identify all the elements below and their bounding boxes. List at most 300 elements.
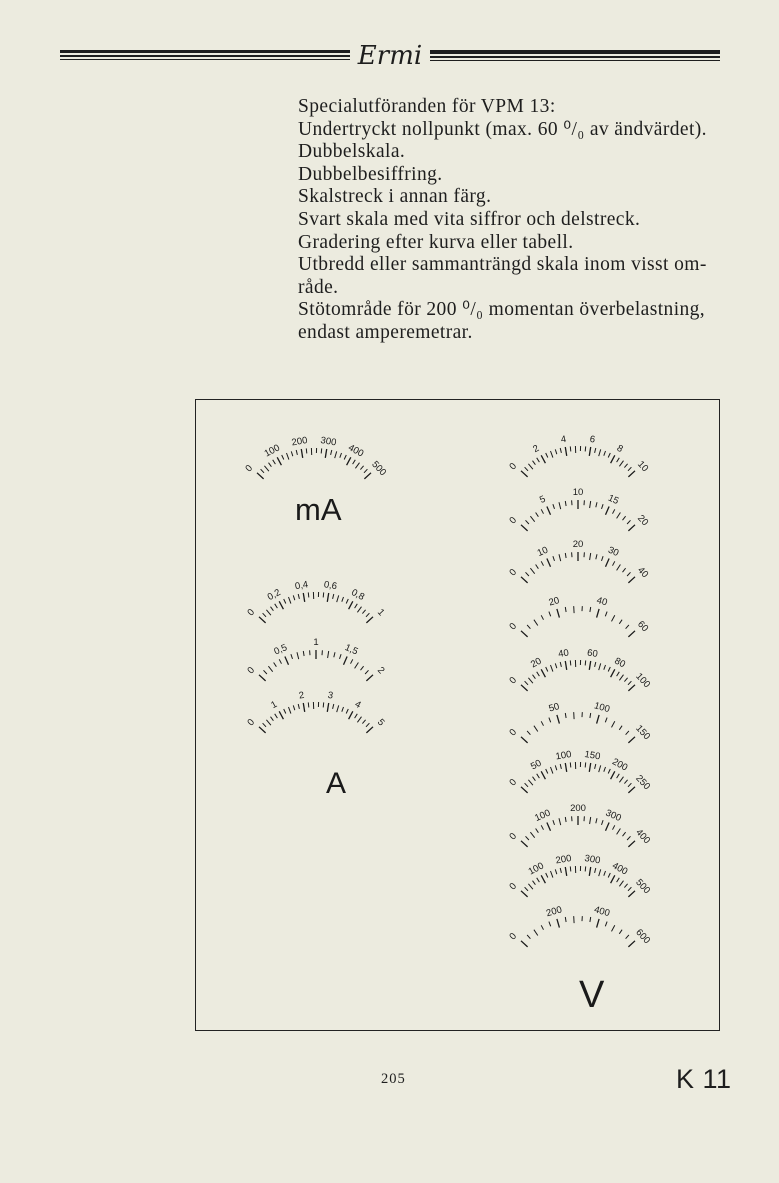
scale-v-4 [507, 647, 652, 690]
scale-tick-label: 200 [570, 803, 586, 814]
minor-tick [590, 917, 591, 922]
minor-tick [537, 774, 540, 778]
minor-tick [537, 458, 540, 462]
scale-tick-label: 8 [614, 442, 625, 456]
minor-tick [560, 662, 561, 667]
scale-v-3 [507, 595, 650, 637]
spec-line: Skalstreck i annan färg. [298, 186, 492, 208]
minor-tick [366, 613, 369, 617]
minor-tick [624, 780, 627, 784]
minor-tick [619, 620, 622, 624]
minor-tick [613, 561, 615, 565]
minor-tick [306, 448, 307, 453]
major-tick [589, 447, 590, 456]
scale-tick-label: 500 [633, 877, 653, 897]
spec-line: Dubbelbesiffring. [298, 163, 443, 185]
major-tick [327, 703, 328, 712]
major-tick [344, 657, 348, 665]
minor-tick [271, 717, 274, 721]
minor-tick [590, 817, 591, 824]
spec-line: råde. [298, 276, 339, 298]
minor-tick [323, 702, 324, 707]
minor-tick [269, 463, 272, 467]
scale-tick-label: 60 [586, 647, 599, 661]
minor-tick [595, 448, 596, 453]
scale-tick-label: 0 [245, 664, 258, 677]
minor-tick [553, 504, 555, 509]
scale-v-8 [507, 853, 652, 897]
minor-tick [623, 832, 626, 836]
major-tick [628, 737, 635, 743]
major-tick [327, 593, 328, 602]
major-tick [557, 715, 560, 724]
major-tick [547, 823, 551, 831]
minor-tick [560, 764, 561, 769]
minor-tick [525, 467, 528, 471]
scale-tick-label: 0 [507, 930, 520, 943]
major-tick [349, 601, 353, 609]
minor-tick [268, 666, 272, 672]
minor-tick [525, 887, 528, 891]
spec-list [298, 96, 738, 345]
minor-tick [553, 820, 555, 825]
minor-tick [551, 665, 553, 672]
scale-tick-label: 1,5 [343, 642, 360, 658]
scale-tick-label: 40 [557, 647, 570, 661]
minor-tick [553, 556, 555, 561]
minor-tick [536, 829, 539, 833]
major-tick [611, 669, 615, 677]
minor-tick [570, 762, 571, 767]
scale-ma-0 [243, 435, 388, 479]
minor-tick [357, 717, 361, 723]
minor-tick [551, 451, 553, 458]
major-tick [301, 449, 302, 458]
minor-tick [263, 613, 266, 617]
minor-tick [355, 663, 359, 669]
minor-tick [293, 705, 295, 710]
major-tick [611, 455, 615, 463]
minor-tick [297, 652, 299, 659]
scale-tick-label: 1 [374, 606, 387, 619]
minor-tick [617, 513, 621, 519]
scale-tick-label: 100 [554, 749, 573, 763]
major-tick [597, 715, 600, 724]
minor-tick [585, 660, 586, 665]
scale-tick-label: 200 [610, 756, 630, 774]
minor-tick [289, 597, 291, 604]
scale-v-1 [507, 487, 650, 531]
scale-tick-label: 0 [507, 830, 520, 843]
minor-tick [590, 501, 591, 508]
major-tick [303, 703, 304, 712]
scale-tick-label: 10 [572, 487, 584, 498]
unit-ma: mA [295, 492, 342, 527]
scale-tick-label: 400 [592, 904, 611, 920]
minor-tick [537, 878, 540, 882]
minor-tick [340, 453, 342, 458]
spec-line: Svart skala med vita siffror och delstreck. [298, 208, 641, 230]
minor-tick [528, 780, 533, 785]
major-tick [325, 449, 326, 458]
minor-tick [551, 767, 553, 774]
minor-tick [530, 568, 534, 574]
minor-tick [612, 721, 615, 727]
scale-tick-label: 400 [610, 860, 630, 878]
minor-tick [626, 935, 629, 939]
scale-tick-label: 300 [319, 435, 338, 449]
major-tick [606, 507, 610, 515]
major-tick [364, 473, 371, 479]
minor-tick [605, 612, 607, 617]
minor-tick [298, 704, 299, 709]
minor-tick [619, 675, 623, 681]
minor-tick [565, 917, 566, 922]
major-tick [565, 447, 566, 456]
scale-tick-label: 2 [374, 664, 387, 677]
major-tick [541, 771, 545, 779]
scale-tick-label: 0 [507, 620, 520, 633]
minor-tick [596, 554, 597, 559]
major-tick [521, 787, 528, 793]
scale-tick-label: 2 [298, 689, 306, 702]
major-tick [303, 593, 304, 602]
minor-tick [266, 610, 271, 615]
spec-line: Utbredd eller sammanträngd skala inom visst om- [298, 254, 707, 276]
minor-tick [549, 718, 551, 723]
minor-tick [602, 556, 604, 561]
minor-tick [617, 829, 621, 835]
minor-tick [608, 453, 610, 458]
minor-tick [546, 667, 548, 672]
scale-tick-label: 0 [507, 776, 520, 789]
scale-tick-label: 150 [583, 749, 602, 763]
minor-tick [362, 610, 365, 614]
minor-tick [555, 869, 557, 874]
scale-tick-label: 100 [526, 860, 546, 878]
minor-tick [333, 594, 334, 599]
major-tick [521, 737, 528, 743]
minor-tick [624, 464, 627, 468]
scale-tick-label: 5 [538, 493, 548, 506]
major-tick [259, 727, 266, 733]
minor-tick [528, 884, 533, 889]
minor-tick [536, 565, 539, 569]
scale-tick-label: 250 [633, 773, 653, 793]
minor-tick [599, 765, 601, 772]
minor-tick [570, 660, 571, 665]
minor-tick [565, 817, 566, 822]
scale-tick-label: 200 [554, 853, 573, 867]
major-tick [589, 763, 590, 772]
minor-tick [570, 446, 571, 451]
minor-tick [604, 767, 606, 772]
minor-tick [308, 592, 309, 597]
scale-tick-label: 5 [374, 716, 387, 729]
sheet-code: K 11 [676, 1064, 732, 1094]
minor-tick [534, 726, 538, 732]
minor-tick [282, 455, 284, 460]
major-tick [565, 661, 566, 670]
minor-tick [275, 714, 278, 718]
minor-tick [565, 607, 566, 612]
scale-tick-label: 600 [633, 927, 653, 947]
minor-tick [534, 930, 538, 936]
minor-tick [274, 663, 277, 667]
scale-tick-label: 0 [507, 674, 520, 687]
unit-v: V [579, 974, 605, 1016]
minor-tick [284, 709, 286, 714]
minor-tick [342, 597, 344, 602]
major-tick [347, 457, 351, 465]
spec-line: Specialutföranden för VPM 13: [298, 96, 556, 117]
minor-tick [527, 625, 530, 629]
minor-tick [342, 707, 344, 712]
minor-tick [627, 520, 630, 524]
major-tick [521, 891, 528, 897]
scale-tick-label: 30 [606, 544, 621, 559]
minor-tick [595, 868, 596, 873]
major-tick [589, 661, 590, 670]
scale-tick-label: 20 [572, 539, 584, 550]
minor-tick [617, 565, 621, 571]
scale-tick-label: 150 [633, 723, 653, 743]
major-tick [557, 919, 560, 928]
minor-tick [361, 666, 364, 670]
minor-tick [590, 713, 591, 718]
major-tick [257, 473, 264, 479]
minor-tick [287, 453, 289, 460]
minor-tick [355, 714, 358, 718]
minor-tick [626, 625, 629, 629]
scale-tick-label: 0 [507, 880, 520, 893]
minor-tick [308, 702, 309, 707]
minor-tick [549, 922, 551, 927]
major-tick [259, 617, 266, 623]
scale-v-0 [507, 434, 650, 477]
major-tick [597, 919, 600, 928]
minor-tick [560, 868, 561, 873]
scale-v-5 [507, 700, 652, 743]
minor-tick [602, 820, 604, 825]
scale-tick-label: 0 [507, 460, 520, 473]
scale-tick-label: 1 [269, 698, 280, 712]
minor-tick [628, 783, 631, 787]
spec-line: Stötområde för 200 ⁰/₀ momentan överbelastning, [298, 299, 706, 321]
minor-tick [623, 568, 626, 572]
scale-tick-label: 50 [547, 701, 561, 715]
minor-tick [626, 731, 629, 735]
scale-tick-label: 20 [528, 655, 544, 671]
minor-tick [608, 873, 610, 878]
minor-tick [536, 513, 539, 517]
minor-tick [284, 599, 286, 604]
scale-tick-label: 0 [245, 716, 258, 729]
scale-tick-label: 200 [545, 904, 564, 920]
major-tick [285, 657, 289, 665]
minor-tick [530, 832, 534, 838]
minor-tick [527, 935, 530, 939]
minor-tick [364, 469, 367, 473]
minor-tick [355, 604, 358, 608]
minor-tick [263, 723, 266, 727]
minor-tick [596, 502, 597, 507]
minor-tick [334, 652, 335, 657]
minor-tick [608, 667, 610, 672]
minor-tick [333, 704, 334, 709]
scale-v-6 [507, 749, 652, 793]
scale-tick-label: 300 [603, 807, 623, 825]
minor-tick [628, 887, 631, 891]
major-tick [547, 559, 551, 567]
scales-drawing [196, 400, 719, 1030]
scale-tick-label: 2 [531, 442, 542, 456]
minor-tick [560, 448, 561, 453]
minor-tick [526, 520, 529, 524]
major-tick [541, 669, 545, 677]
minor-tick [617, 458, 620, 462]
major-tick [521, 631, 528, 637]
major-tick [366, 675, 373, 681]
minor-tick [335, 451, 337, 458]
minor-tick [344, 455, 346, 460]
major-tick [565, 867, 566, 876]
major-tick [521, 841, 528, 847]
minor-tick [291, 654, 293, 659]
scale-a-2 [245, 690, 386, 733]
minor-tick [570, 866, 571, 871]
spec-line: endast amperemetrar. [298, 321, 473, 343]
unit-a: A [326, 767, 347, 800]
scale-tick-label: 0 [245, 606, 258, 619]
major-tick [521, 685, 528, 691]
scale-tick-label: 0,5 [272, 642, 289, 658]
major-tick [628, 787, 635, 793]
scale-tick-label: 0,8 [349, 587, 367, 603]
major-tick [277, 457, 281, 465]
minor-tick [604, 451, 606, 456]
major-tick [606, 559, 610, 567]
minor-tick [599, 449, 601, 456]
minor-tick [596, 818, 597, 823]
minor-tick [627, 572, 630, 576]
minor-tick [533, 777, 536, 781]
scale-tick-label: 0,2 [265, 587, 283, 603]
major-tick [628, 525, 635, 531]
scale-tick-label: 400 [633, 827, 653, 847]
major-tick [279, 711, 283, 719]
scale-tick-label: 0 [507, 726, 520, 739]
minor-tick [353, 460, 356, 464]
scale-tick-label: 20 [635, 512, 651, 529]
major-tick [366, 727, 373, 733]
minor-tick [323, 592, 324, 597]
minor-tick [357, 607, 361, 613]
minor-tick [624, 678, 627, 682]
major-tick [628, 841, 635, 847]
minor-tick [599, 869, 601, 876]
spec-line: Dubbelskala. [298, 141, 406, 163]
scale-tick-label: 6 [588, 433, 596, 446]
scale-tick-label: 100 [592, 700, 611, 716]
major-tick [521, 525, 528, 531]
minor-tick [602, 504, 604, 509]
scale-tick-label: 40 [635, 564, 651, 581]
minor-tick [337, 595, 339, 602]
minor-tick [555, 765, 557, 770]
minor-tick [565, 501, 566, 506]
minor-tick [360, 466, 363, 470]
scale-tick-label: 0,6 [322, 579, 338, 593]
scale-tick-label: 300 [583, 853, 602, 867]
minor-tick [613, 509, 615, 513]
minor-tick [595, 764, 596, 769]
scale-tick-label: 20 [547, 595, 561, 609]
page-number: 205 [381, 1071, 406, 1087]
minor-tick [525, 681, 528, 685]
minor-tick [541, 509, 543, 513]
spec-line: Gradering efter kurva eller tabell. [298, 231, 574, 253]
minor-tick [534, 620, 538, 626]
minor-tick [264, 670, 267, 674]
minor-tick [604, 665, 606, 670]
minor-tick [619, 881, 623, 887]
minor-tick [291, 451, 293, 456]
minor-tick [612, 615, 615, 621]
minor-tick [303, 651, 304, 656]
minor-tick [541, 615, 543, 619]
minor-tick [590, 553, 591, 560]
major-tick [628, 941, 635, 947]
minor-tick [527, 731, 530, 735]
header-rule-left [60, 50, 350, 62]
scale-tick-label: 40 [595, 595, 609, 609]
minor-tick [585, 446, 586, 451]
minor-tick [559, 818, 561, 825]
minor-tick [346, 709, 348, 714]
major-tick [628, 471, 635, 477]
scale-tick-label: 500 [369, 459, 389, 479]
minor-tick [605, 718, 607, 723]
scale-tick-label: 1 [313, 637, 319, 648]
minor-tick [298, 594, 299, 599]
major-tick [565, 763, 566, 772]
minor-tick [271, 607, 274, 611]
minor-tick [624, 884, 627, 888]
minor-tick [628, 467, 631, 471]
minor-tick [328, 651, 329, 658]
major-tick [349, 711, 353, 719]
minor-tick [541, 825, 543, 829]
scale-tick-label: 100 [262, 442, 282, 460]
scale-a-1 [245, 637, 386, 681]
major-tick [279, 601, 283, 609]
scale-v-2 [507, 539, 650, 583]
scale-tick-label: 80 [612, 655, 628, 671]
major-tick [521, 471, 528, 477]
minor-tick [627, 836, 630, 840]
minor-tick [608, 769, 610, 774]
minor-tick [623, 516, 626, 520]
minor-tick [585, 866, 586, 871]
minor-tick [528, 464, 533, 469]
minor-tick [541, 925, 543, 929]
scale-tick-label: 100 [533, 807, 553, 825]
major-tick [628, 891, 635, 897]
minor-tick [321, 448, 322, 453]
scale-tick-label: 3 [326, 689, 334, 702]
scale-tick-label: 10 [535, 544, 550, 559]
